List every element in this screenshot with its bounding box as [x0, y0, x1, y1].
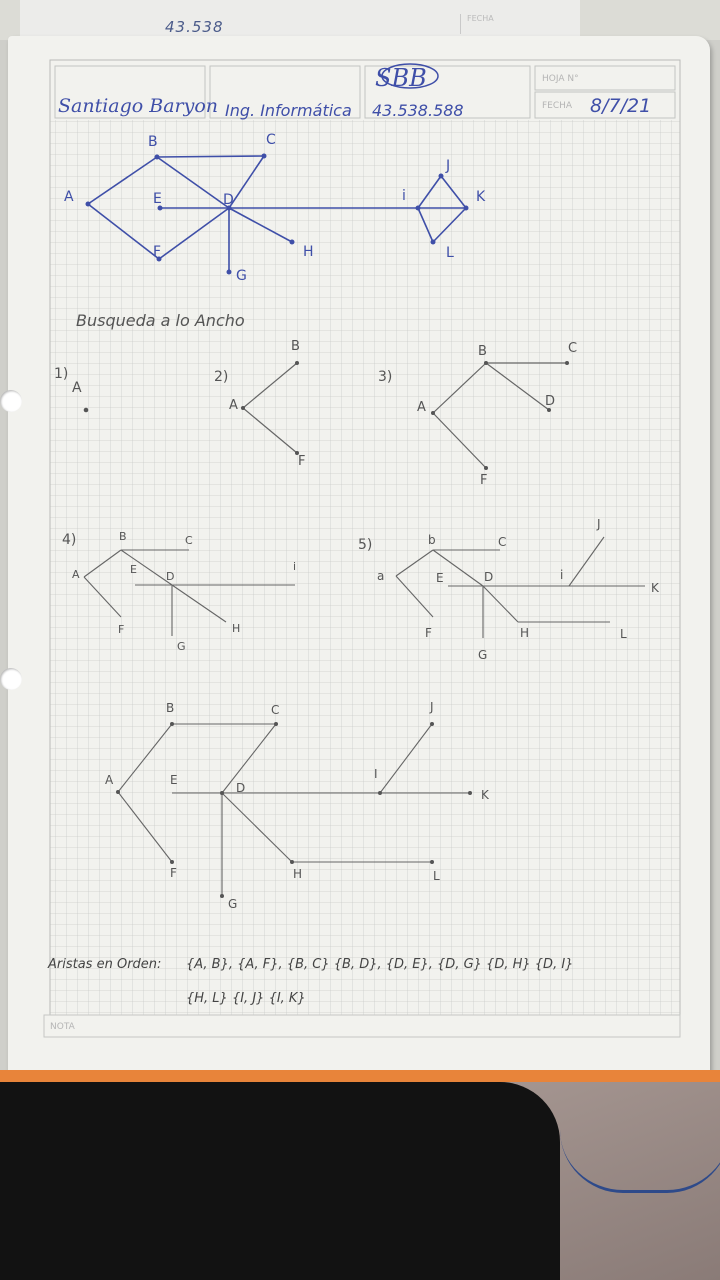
- svg-text:J: J: [430, 700, 434, 714]
- grid-area: [50, 120, 680, 1015]
- section-title: Busqueda a lo Ancho: [76, 311, 245, 330]
- svg-text:A: A: [417, 400, 426, 415]
- svg-text:3): 3): [378, 369, 393, 385]
- svg-text:1): 1): [54, 366, 69, 382]
- svg-text:A: A: [64, 189, 74, 205]
- svg-text:A: A: [72, 380, 82, 396]
- svg-text:L: L: [446, 245, 454, 261]
- svg-text:H: H: [232, 622, 241, 635]
- svg-text:A: A: [72, 568, 80, 581]
- svg-text:2): 2): [214, 369, 229, 385]
- svg-text:D: D: [223, 192, 234, 208]
- svg-text:B: B: [119, 530, 127, 543]
- svg-text:G: G: [177, 640, 186, 653]
- svg-text:K: K: [481, 788, 489, 802]
- svg-text:E: E: [170, 773, 178, 787]
- fecha-value: 8/7/21: [590, 95, 652, 117]
- signature: SBB: [375, 64, 427, 92]
- svg-text:E: E: [153, 191, 162, 207]
- svg-text:E: E: [436, 571, 444, 585]
- svg-text:H: H: [303, 244, 314, 260]
- svg-text:F: F: [170, 866, 177, 880]
- svg-text:5): 5): [358, 537, 373, 553]
- svg-text:A: A: [105, 773, 114, 787]
- svg-text:C: C: [498, 535, 507, 549]
- svg-text:D: D: [484, 570, 494, 584]
- hoja-label: HOJA N°: [542, 74, 579, 84]
- svg-text:i: i: [293, 560, 297, 573]
- svg-text:F: F: [480, 473, 488, 488]
- svg-text:B: B: [148, 134, 158, 150]
- svg-text:J: J: [597, 517, 601, 531]
- fecha-label: FECHA: [542, 101, 573, 111]
- svg-text:G: G: [478, 648, 488, 662]
- svg-text:C: C: [568, 341, 578, 356]
- aristas-label: Aristas en Orden:: [48, 957, 162, 972]
- svg-text:F: F: [298, 454, 306, 469]
- svg-text:F: F: [118, 623, 125, 636]
- svg-text:J: J: [446, 158, 451, 174]
- svg-text:A: A: [229, 398, 238, 413]
- svg-text:I: I: [374, 767, 378, 781]
- svg-text:L: L: [433, 869, 440, 883]
- aristas-line-1: {A, B}, {A, F}, {B, C} {B, D}, {D, E}, {D, G} {D, H} {D, I}: [186, 957, 574, 972]
- svg-text:F: F: [425, 626, 432, 640]
- nota-box: [44, 1015, 680, 1037]
- svg-text:b: b: [428, 533, 436, 547]
- svg-text:H: H: [520, 626, 530, 640]
- svg-text:H: H: [293, 867, 303, 881]
- dni: 43.538.588: [372, 101, 464, 120]
- svg-text:B: B: [291, 339, 300, 354]
- svg-text:K: K: [651, 581, 659, 595]
- svg-text:i: i: [402, 188, 406, 204]
- student-name: Santiago Baryon: [58, 95, 219, 117]
- svg-text:D: D: [236, 781, 246, 795]
- nota-label: NOTA: [50, 1022, 75, 1032]
- svg-text:C: C: [185, 534, 193, 547]
- svg-text:K: K: [476, 189, 486, 205]
- career: Ing. Informática: [225, 101, 352, 120]
- under-fecha-label: FECHA: [460, 14, 607, 34]
- svg-text:F: F: [153, 244, 162, 260]
- under-page-number: 43.538: [165, 18, 224, 36]
- svg-text:B: B: [166, 701, 175, 715]
- svg-text:E: E: [130, 563, 137, 576]
- aristas-line-2: {H, L} {I, J} {I, K}: [186, 991, 306, 1006]
- svg-text:4): 4): [62, 532, 77, 548]
- svg-text:C: C: [266, 132, 276, 148]
- svg-text:D: D: [545, 394, 556, 409]
- svg-text:C: C: [271, 703, 280, 717]
- svg-text:i: i: [560, 568, 564, 582]
- svg-text:G: G: [228, 897, 238, 911]
- svg-text:G: G: [236, 268, 247, 284]
- svg-text:D: D: [166, 570, 175, 583]
- svg-text:B: B: [478, 344, 487, 359]
- svg-text:a: a: [377, 569, 385, 583]
- svg-text:L: L: [620, 627, 627, 641]
